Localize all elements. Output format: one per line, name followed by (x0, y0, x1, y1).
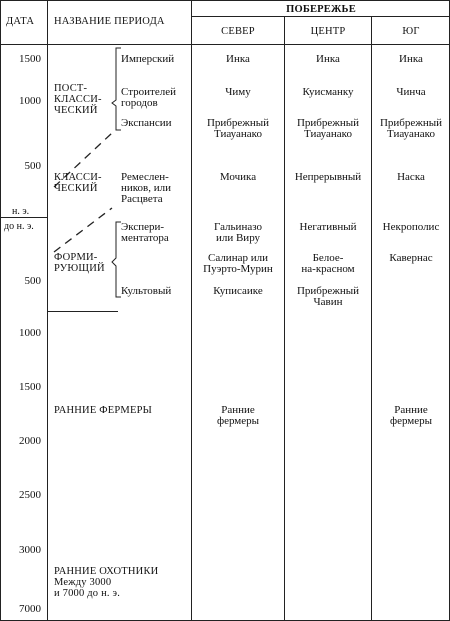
era-ad: н. э. (12, 206, 30, 217)
south-nasca: Наска (397, 171, 425, 183)
date-1500-ad: 1500 (19, 53, 41, 65)
date-3000-bc: 3000 (19, 544, 41, 556)
center-continuous: Непрерывный (294, 171, 362, 183)
north-inca: Инка (226, 53, 250, 65)
date-500-bc: 500 (24, 275, 41, 287)
date-2500-bc: 2500 (19, 489, 41, 501)
header-north: СЕВЕР (221, 26, 255, 37)
date-1000-ad: 1000 (19, 95, 41, 107)
date-2000-bc: 2000 (19, 435, 41, 447)
period-early-hunters: РАННИЕ ОХОТНИКИ Между 3000 и 7000 до н. э. (54, 566, 159, 599)
south-tiahuanaco: Прибрежный Тиауанако (379, 117, 443, 140)
north-chimu: Чиму (225, 86, 251, 98)
south-early-farmers: Ранние фермеры (389, 404, 433, 427)
center-negative: Негативный (299, 221, 357, 233)
header-center: ЦЕНТР (310, 26, 346, 37)
bracket-formative (112, 222, 121, 297)
center-cuismancu: Куисманку (302, 86, 354, 98)
north-mochica: Мочика (219, 171, 257, 183)
bracket-postclassic (112, 48, 121, 130)
north-salinar: Салинар или Пуэрто-Мурин (203, 252, 273, 275)
sub-experimenters: Экспери- ментатора (121, 221, 169, 244)
header-date: ДАТА (6, 16, 35, 27)
date-500-ad: 500 (24, 160, 41, 172)
center-inca: Инка (316, 53, 340, 65)
sub-city-builders: Строителей городов (121, 86, 176, 109)
period-postclassic: ПОСТ- КЛАССИ- ЧЕСКИЙ (54, 83, 102, 116)
north-early-farmers: Ранние фермеры (216, 404, 260, 427)
sub-artisans: Ремеслен- ников, или Расцвета (121, 171, 172, 205)
north-tiahuanaco: Прибрежный Тиауанако (206, 117, 270, 140)
period-classic: КЛАССИ- ЧЕСКИЙ (54, 172, 102, 194)
sub-cult: Культовый (121, 285, 172, 297)
north-cupisnique: Куписаике (213, 285, 263, 297)
center-white-on-red: Белое- на-красном (301, 252, 355, 275)
date-1000-bc: 1000 (19, 327, 41, 339)
south-inca: Инка (399, 53, 423, 65)
sub-imperial: Имперский (121, 53, 175, 65)
header-south: ЮГ (402, 26, 420, 37)
south-cavernas: Кавернас (389, 252, 433, 264)
sub-expansion: Экспансии (121, 117, 172, 129)
north-gallinazo: Гальиназо или Виру (213, 221, 262, 244)
header-period: НАЗВАНИЕ ПЕРИОДА (54, 16, 165, 27)
south-chincha: Чинча (396, 86, 426, 98)
period-formative: ФОРМИ- РУЮЩИЙ (54, 252, 105, 274)
date-7000-bc: 7000 (19, 603, 41, 615)
period-early-farmers: РАННИЕ ФЕРМЕРЫ (54, 405, 152, 416)
south-necropolis: Некрополис (382, 221, 440, 233)
date-1500-bc: 1500 (19, 381, 41, 393)
header-coast: ПОБЕРЕЖЬЕ (286, 4, 356, 15)
era-bc: до н. э. (4, 221, 34, 232)
center-chavin: Прибрежный Чавин (296, 285, 360, 308)
center-tiahuanaco: Прибрежный Тиауанако (296, 117, 360, 140)
dash-classic-formative (54, 208, 112, 252)
